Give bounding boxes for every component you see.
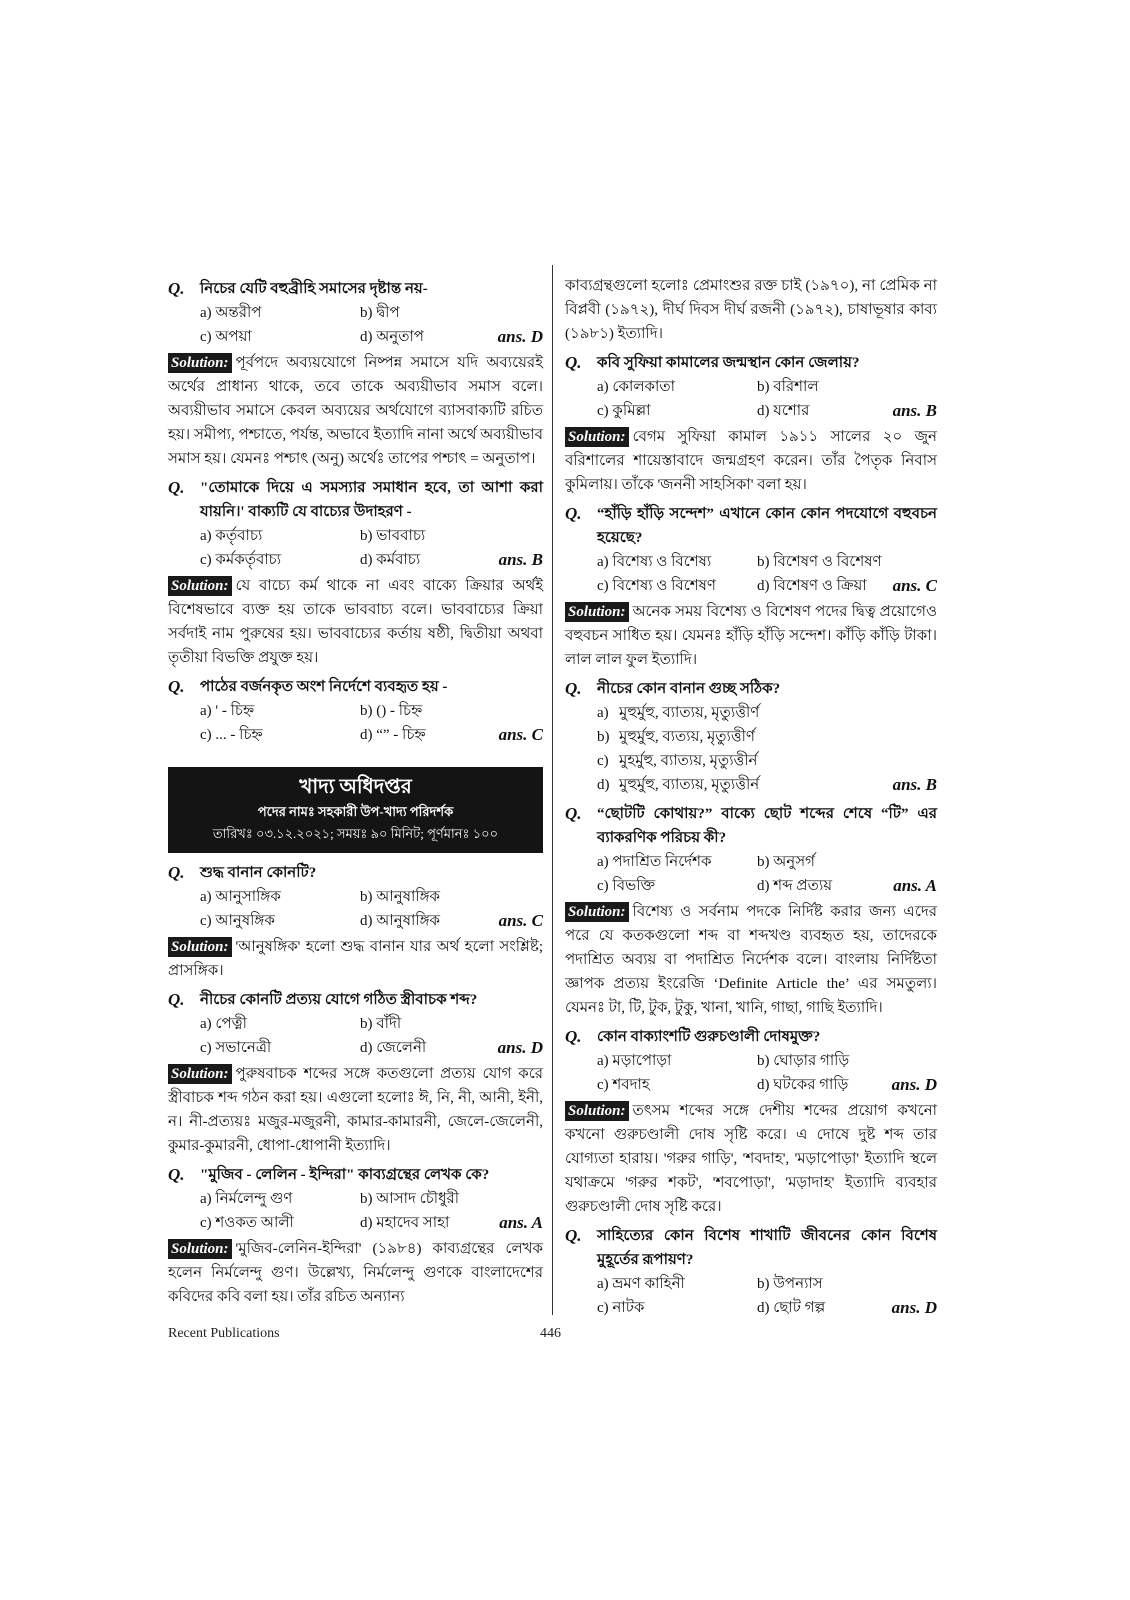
solution-label: Solution:	[565, 902, 629, 922]
options-grid	[200, 885, 543, 933]
solution-block	[565, 900, 937, 1020]
options-grid	[200, 1187, 543, 1235]
question-block	[168, 675, 543, 699]
question-text: “ছোটটি কোথায়?” বাক্যে ছোট শব্দের শেষে “টি” এর ব্যাকরণিক পরিচয় কী?	[597, 806, 937, 846]
option: c) শওকত আলী	[200, 1215, 294, 1231]
option-row	[597, 1296, 937, 1320]
option-row	[200, 723, 543, 747]
option: a) পদাশ্রিত নির্দেশক	[597, 854, 712, 870]
option: d) অনুতাপ	[360, 329, 424, 345]
answer-key: ans. A	[499, 1213, 543, 1232]
question-marker: Q.	[565, 1027, 582, 1046]
option: d) ঘটকের গাড়ি	[757, 1077, 849, 1093]
question-block	[168, 988, 543, 1012]
options-grid	[200, 301, 543, 349]
option: b) ঘোড়ার গাড়ি	[757, 1053, 850, 1069]
option: d) আনুষাঙ্গিক	[360, 913, 441, 929]
question-block	[565, 351, 937, 375]
option-row	[200, 909, 543, 933]
solution-label: Solution:	[565, 602, 629, 622]
answer-key: ans. C	[498, 725, 543, 744]
banner-details: তারিখঃ ০৩.১২.২০২১; সময়ঃ ৯০ মিনিট; পূর্ণমানঃ ১০০	[212, 826, 499, 841]
option-row	[597, 850, 937, 874]
answer-key: ans. C	[892, 576, 937, 595]
option-text: মুহর্মুহু, ব্যাত্যয়, মৃত্যুত্তীর্ন	[619, 753, 758, 769]
option: b) আনুষাঙ্গিক	[360, 889, 441, 905]
option-line	[597, 701, 937, 725]
option-row	[200, 325, 543, 349]
option: b) অনুসর্গ	[757, 854, 815, 870]
option: b) বাঁদী	[360, 1016, 402, 1032]
question-text: নিচের যেটি বহুব্রীহি সমাসের দৃষ্টান্ত নয়-	[200, 281, 428, 297]
solution-text: পূর্বপদে অব্যয়যোগে নিষ্পন্ন সমাসে যদি অব্যয়েরই অর্থের প্রাধান্য থাকে, তবে তাকে অব্যয়ীভাব সমাস বলে। অব্যয়ীভাব সমাসে কেবল অব্যয়ের অর্থযোগে ব্যাসবাক্যটি রচিত হয়। সমীপ্য, পশ্চাতে, পর্যন্ত, অভাবে ইত্যাদি নানা অর্থে অব্যয়ীভাব সমাস হয়। যেমনঃ পশ্চাৎ (অনু) অর্থেঃ তাপের পশ্চাৎ = অনুতাপ।	[168, 355, 543, 467]
option: a) নির্মলেন্দু গুণ	[200, 1191, 293, 1207]
option-row	[200, 1012, 543, 1036]
question-text: পাঠের বর্জনকৃত অংশ নির্দেশে ব্যবহৃত হয় -	[200, 679, 448, 695]
answer-key: ans. D	[497, 327, 543, 346]
banner-title: খাদ্য অধিদপ্তর	[299, 776, 412, 798]
question-block	[168, 1163, 543, 1187]
question-marker: Q.	[168, 863, 185, 882]
question-marker: Q.	[565, 353, 582, 372]
option-text: মুহুর্মুহু, ব্যাত্যয়, মৃত্যুত্তীর্ণ	[619, 705, 760, 721]
option-row	[597, 1049, 937, 1073]
solution-block	[565, 600, 937, 672]
question-text: কোন বাক্যাংশটি গুরুচণ্ডালী দোষমুক্ত?	[597, 1029, 821, 1045]
solution-label: Solution:	[168, 1239, 232, 1259]
option: a) আনুসাঙ্গিক	[200, 889, 281, 905]
question-text: নীচের কোন বানান গুচ্ছ সঠিক?	[597, 681, 781, 697]
option-row	[597, 1073, 937, 1097]
question-marker: Q.	[168, 990, 185, 1009]
option: d) “” - চিহ্ন	[360, 727, 426, 743]
options-grid	[597, 1272, 937, 1320]
option-row	[597, 1272, 937, 1296]
question-marker: Q.	[565, 804, 582, 823]
option: b) বিশেষণ ও বিশেষণ	[757, 554, 882, 570]
option: c) বিশেষ্য ও বিশেষণ	[597, 578, 716, 594]
question-marker: Q.	[168, 677, 185, 696]
answer-key: ans. D	[891, 1298, 937, 1317]
exam-banner	[168, 767, 543, 853]
option: c) ... - চিহ্ন	[200, 727, 263, 743]
option: d) মহাদেব সাহা	[360, 1215, 450, 1231]
question-marker: Q.	[565, 504, 582, 523]
continued-text: কাব্যগ্রন্থগুলো হলোঃ প্রেমাংশুর রক্ত চাই (১৯৭০), না প্রেমিক না বিপ্লবী (১৯৭২), দীর্ঘ দিবস দীর্ঘ রজনী (১৯৭২), চাষাভূষার কাব্য (১৯৮১) ইত্যাদি।	[565, 278, 937, 342]
options-grid	[597, 1049, 937, 1097]
question-text: "তোমাকে দিয়ে এ সমস্যার সমাধান হবে, তা আশা করা যায়নি।' বাক্যটি যে বাচ্যের উদাহরণ -	[200, 480, 543, 520]
solution-block	[168, 574, 543, 670]
option-row	[597, 874, 937, 898]
answer-key: ans. C	[498, 911, 543, 930]
option-row	[200, 548, 543, 572]
option: c) কর্মকর্তৃবাচ্য	[200, 552, 282, 568]
question-marker: Q.	[168, 478, 185, 497]
option: b) আসাদ চৌধুরী	[360, 1191, 460, 1207]
option: a) বিশেষ্য ও বিশেষ্য	[597, 554, 712, 570]
option: c) কুমিল্লা	[597, 403, 651, 419]
option-line	[597, 725, 937, 749]
options-grid	[597, 850, 937, 898]
option-text: মুহুর্মুহু, ব্যাত্যয়, মৃত্যুত্তীর্ন	[619, 777, 760, 793]
option: b) বরিশাল	[757, 379, 819, 395]
solution-text: তৎসম শব্দের সঙ্গে দেশীয় শব্দের প্রয়োগ কখনো কখনো গুরুচণ্ডালী দোষ সৃষ্টি করে। এ দোষে দুষ্ট শব্দ তার যোগ্যতা হারায়। 'গরুর গাড়ি', 'শবদাহ', 'মড়াপোড়া' ইত্যাদি স্থলে যথাক্রমে 'গরুর শকট', 'শবপোড়া', 'মড়াদাহ' ইত্যাদি ব্যবহার গুরুচণ্ডালী দোষ সৃষ্টি করে।	[565, 1103, 937, 1215]
option: d) বিশেষণ ও ক্রিয়া	[757, 578, 867, 594]
question-marker: Q.	[565, 679, 582, 698]
option-row	[200, 885, 543, 909]
option-text: মুহুর্মুহু, ব্যত্যয়, মৃত্যুত্তীর্ণ	[619, 729, 755, 745]
option: a) মড়াপোড়া	[597, 1053, 672, 1069]
option: c) বিভক্তি	[597, 878, 656, 894]
option-row	[597, 375, 937, 399]
question-text: নীচের কোনটি প্রত্যয় যোগে গঠিত স্ত্রীবাচক শব্দ?	[200, 992, 478, 1008]
option-row	[200, 699, 543, 723]
question-block	[565, 1025, 937, 1049]
option-line	[597, 773, 937, 797]
right-column	[565, 272, 937, 1320]
question-text: “হাঁড়ি হাঁড়ি সন্দেশ” এখানে কোন কোন পদযোগে বহুবচন হয়েছে?	[597, 506, 937, 546]
option: b) ভাববাচ্য	[360, 528, 426, 544]
option-label: b)	[597, 729, 610, 745]
option-row	[200, 1187, 543, 1211]
option: a) পেত্নী	[200, 1016, 247, 1032]
option: c) অপয়া	[200, 329, 252, 345]
question-block	[168, 277, 543, 301]
options-grid	[200, 699, 543, 747]
option: b) দ্বীপ	[360, 305, 400, 321]
option: c) সভানেত্রী	[200, 1040, 272, 1056]
option-row	[597, 574, 937, 598]
option: b) উপন্যাস	[757, 1276, 823, 1292]
options-grid	[200, 1012, 543, 1060]
solution-text: বেগম সুফিয়া কামাল ১৯১১ সালের ২০ জুন বরিশালের শায়েস্তাবাদে জন্মগ্রহণ করেন। তাঁর পৈতৃক নিবাস কুমিলায়। তাঁকে 'জননী সাহসিকা' বলা হয়।	[565, 429, 937, 493]
question-marker: Q.	[565, 1226, 582, 1245]
option: d) জেলেনী	[360, 1040, 427, 1056]
option-row	[597, 399, 937, 423]
option: a) কোলকাতা	[597, 379, 675, 395]
left-column	[168, 272, 543, 1309]
solution-label: Solution:	[168, 576, 232, 596]
question-block	[565, 502, 937, 550]
question-text: "মুজিব - লেলিন - ইন্দিরা" কাব্যগ্রন্থের লেখক কে?	[200, 1167, 490, 1183]
option: c) নাটক	[597, 1300, 645, 1316]
option: d) ছোট গল্প	[757, 1300, 826, 1316]
answer-key: ans. B	[892, 401, 937, 420]
option-row	[200, 301, 543, 325]
option: a) ভ্রমণ কাহিনী	[597, 1276, 685, 1292]
options-grid	[597, 375, 937, 423]
option: a) অন্তরীপ	[200, 305, 262, 321]
option-line	[597, 749, 937, 773]
question-block	[168, 476, 543, 524]
solution-text: যে বাচ্যে কর্ম থাকে না এবং বাক্যে ক্রিয়ার অর্থই বিশেষভাবে ব্যক্ত হয় তাকে ভাববাচ্য বলে। ভাববাচ্যের ক্রিয়া সর্বদাই নাম পুরুষের হয়। ভাববাচ্যের কর্তায় ষষ্ঠী, দ্বিতীয়া অথবা তৃতীয়া বিভক্তি প্রযুক্ত হয়।	[168, 578, 543, 666]
question-text: শুদ্ধ বানান কোনটি?	[200, 865, 317, 881]
option-row	[597, 550, 937, 574]
question-text: কবি সুফিয়া কামালের জন্মস্থান কোন জেলায়?	[597, 355, 860, 371]
question-marker: Q.	[168, 279, 185, 298]
option-label: a)	[597, 705, 609, 721]
solution-block	[168, 1062, 543, 1158]
option: c) আনুষঙ্গিক	[200, 913, 275, 929]
solution-block	[168, 351, 543, 471]
question-block	[565, 1224, 937, 1272]
answer-key: ans. A	[893, 876, 937, 895]
option: d) শব্দ প্রত্যয়	[757, 878, 833, 894]
solution-block	[565, 1099, 937, 1219]
solution-text: 'মুজিব-লেনিন-ইন্দিরা' (১৯৮৪) কাব্যগ্রন্থের লেখক হলেন নির্মলেন্দু গুণ। উল্লেখ্য, নির্মলেন্দু গুণকে বাংলাদেশের কবিদের কবি বলা হয়। তাঁর রচিত অন্যান্য	[168, 1241, 543, 1305]
footer-publisher: Recent Publications	[168, 1326, 280, 1341]
option-label: d)	[597, 777, 610, 793]
page-number: 446	[540, 1326, 561, 1341]
answer-key: ans. D	[497, 1038, 543, 1057]
option-label: c)	[597, 753, 609, 769]
question-marker: Q.	[168, 1165, 185, 1184]
solution-block	[168, 935, 543, 983]
question-text: সাহিত্যের কোন বিশেষ শাখাটি জীবনের কোন বিশেষ মুহূর্তের রূপায়ণ?	[597, 1228, 937, 1268]
answer-key: ans. D	[891, 1075, 937, 1094]
solution-text: অনেক সময় বিশেষ্য ও বিশেষণ পদের দ্বিত্ব প্রয়োগেও বহুবচন সাধিত হয়। যেমনঃ হাঁড়ি হাঁড়ি সন্দেশ। কাঁড়ি কাঁড়ি টাকা। লাল লাল ফুল ইত্যাদি।	[565, 604, 937, 668]
answer-key: ans. B	[892, 775, 937, 794]
solution-text: বিশেষ্য ও সর্বনাম পদকে নির্দিষ্ট করার জন্য এদের পরে যে কতকগুলো শব্দ বা শব্দখণ্ড ব্যবহৃত হয়, তাদেরকে পদাশ্রিত অব্যয় বা পদাশ্রিত নির্দেশক বলে। বাংলায় নির্দিষ্টতা জ্ঞাপক প্রত্যয় ইংরেজি ‘Definite Article the’ এর সমতুল্য। যেমনঃ টা, টি, টুক, টুকু, খানা, খানি, গাছা, গাছি ইত্যাদি।	[565, 904, 937, 1016]
options-grid	[200, 524, 543, 572]
solution-label: Solution:	[168, 937, 232, 957]
option: b) () - চিহ্ন	[360, 703, 423, 719]
solution-label: Solution:	[168, 353, 232, 373]
options-grid	[597, 550, 937, 598]
option: a) ' - চিহ্ন	[200, 703, 255, 719]
solution-label: Solution:	[565, 1101, 629, 1121]
solution-block	[565, 425, 937, 497]
solution-text: 'আনুষঙ্গিক' হলো শুদ্ধ বানান যার অর্থ হলো সংশ্লিষ্ট; প্রাসঙ্গিক।	[168, 939, 543, 979]
question-block	[168, 861, 543, 885]
option-row	[200, 524, 543, 548]
question-block	[565, 677, 937, 701]
solution-text: পুরুষবাচক শব্দের সঙ্গে কতগুলো প্রত্যয় যোগ করে স্ত্রীবাচক শব্দ গঠন করা হয়। এগুলো হলোঃ ঈ, নি, নী, আনী, ইনী, ন। নী-প্রত্যয়ঃ মজুর-মজুরনী, কামার-কামারনী, জেলে-জেলেনী, কুমার-কুমারনী, ধোপা-ধোপানী ইত্যাদি।	[168, 1066, 543, 1154]
option: d) কর্মবাচ্য	[360, 552, 421, 568]
solution-label: Solution:	[565, 427, 629, 447]
option-row	[200, 1211, 543, 1235]
column-divider	[552, 265, 553, 1315]
banner-subtitle: পদের নামঃ সহকারী উপ-খাদ্য পরিদর্শক	[257, 804, 454, 819]
answer-key: ans. B	[498, 550, 543, 569]
question-block	[565, 802, 937, 850]
solution-label: Solution:	[168, 1064, 232, 1084]
option: c) শবদাহ	[597, 1077, 650, 1093]
solution-block	[168, 1237, 543, 1309]
option: a) কর্তৃবাচ্য	[200, 528, 263, 544]
option-row	[200, 1036, 543, 1060]
option: d) যশোর	[757, 403, 810, 419]
